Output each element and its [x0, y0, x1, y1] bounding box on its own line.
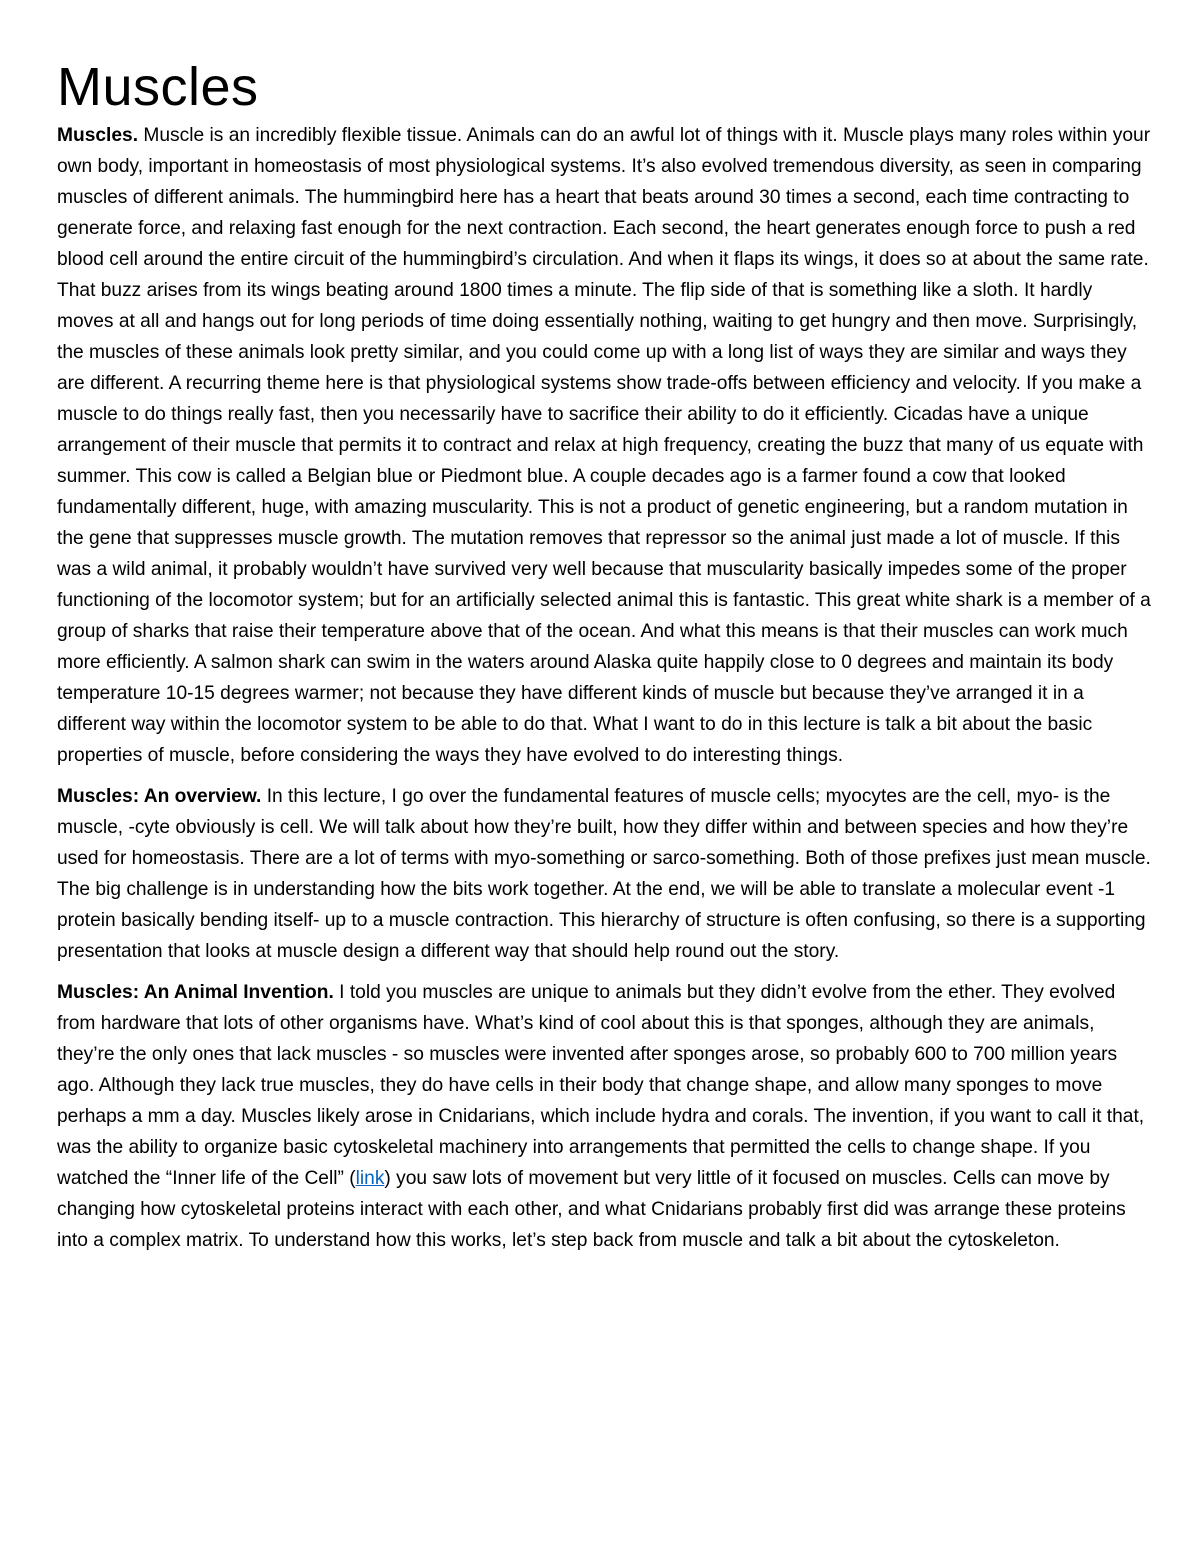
- document-title: Muscles: [57, 57, 259, 117]
- paragraph-heading: Muscles: An Animal Invention.: [57, 982, 334, 1003]
- paragraph-heading: Muscles: An overview.: [57, 786, 262, 807]
- paragraph-muscles-overview: [57, 781, 1152, 967]
- paragraph-body: In this lecture, I go over the fundamental features of muscle cells; myocytes are the cell, myo- is the muscle, -cyte obviously is cell. We will talk about how they’re built, how they differ within and between species and how they’re used for homeostasis. There are a lot of terms with myo-something or sarco-something. Both of those prefixes just mean muscle. The big challenge is in understanding how the bits work together. At the end, we will be able to translate a molecular event -1 protein basically bending itself- up to a muscle contraction. This hierarchy of structure is often confusing, so there is a supporting presentation that looks at muscle design a different way that should help round out the story.: [57, 786, 1151, 962]
- paragraph-animal-invention: [57, 977, 1152, 1256]
- paragraph-body: Muscle is an incredibly flexible tissue. Animals can do an awful lot of things with it. Muscle plays many roles within your own body, important in homeostasis of most physiological systems. It’s also evolved tremendous diversity, as seen in comparing muscles of different animals. The hummingbird here has a heart that beats around 30 times a second, each time contracting to generate force, and relaxing fast enough for the next contraction. Each second, the heart generates enough force to push a red blood cell around the entire circuit of the hummingbird’s circulation. And when it flaps its wings, it does so at about the same rate. That buzz arises from its wings beating around 1800 times a minute. The flip side of that is something like a sloth. It hardly moves at all and hangs out for long periods of time doing essentially nothing, waiting to get hungry and then move. Surprisingly, the muscles of these animals look pretty similar, and you could come up with a long list of ways they are similar and ways they are different. A recurring theme here is that physiological systems show trade-offs between efficiency and velocity. If you make a muscle to do things really fast, then you necessarily have to sacrifice their ability to do it efficiently. Cicadas have a unique arrangement of their muscle that permits it to contract and relax at high frequency, creating the buzz that many of us equate with summer. This cow is called a Belgian blue or Piedmont blue. A couple decades ago is a farmer found a cow that looked fundamentally different, huge, with amazing muscularity. This is not a product of genetic engineering, but a random mutation in the gene that suppresses muscle growth. The mutation removes that repressor so the animal just made a lot of muscle. If this was a wild animal, it probably wouldn’t have survived very well because that muscularity basically impedes some of the proper functioning of the locomotor system; but for an artificially selected animal this is fantastic. This great white shark is a member of a group of sharks that raise their temperature above that of the ocean. And what this means is that their muscles can work much more efficiently. A salmon shark can swim in the waters around Alaska quite happily close to 0 degrees and maintain its body temperature 10-15 degrees warmer; not because they have different kinds of muscle but because they’ve arranged it in a different way within the locomotor system to be able to do that. What I want to do in this lecture is talk a bit about the basic properties of muscle, before considering the ways they have evolved to do interesting things.: [57, 125, 1151, 766]
- inner-life-of-cell-link[interactable]: link: [355, 1168, 385, 1189]
- paragraph-heading: Muscles.: [57, 125, 139, 146]
- document-page: [57, 56, 1152, 1266]
- paragraph-muscles-intro: [57, 120, 1152, 771]
- paragraph-body-before-link: I told you muscles are unique to animals but they didn’t evolve from the ether. They evolved from hardware that lots of other organisms have. What’s kind of cool about this is that sponges, although they are animals, they’re the only ones that lack muscles - so muscles were invented after sponges arose, so probably 600 to 700 million years ago. Although they lack true muscles, they do have cells in their body that change shape, and allow many sponges to move perhaps a mm a day. Muscles likely arose in Cnidarians, which include hydra and corals. The invention, if you want to call it that, was the ability to organize basic cytoskeletal machinery into arrangements that permitted the cells to change shape. If you watched the “Inner life of the Cell” (: [57, 982, 1145, 1189]
- paragraph-body-after-link: ) you saw lots of movement but very little of it focused on muscles. Cells can move by changing how cytoskeletal proteins interact with each other, and what Cnidarians probably first did was arrange these proteins into a complex matrix. To understand how this works, let’s step back from muscle and talk a bit about the cytoskeleton.: [57, 1168, 1126, 1251]
